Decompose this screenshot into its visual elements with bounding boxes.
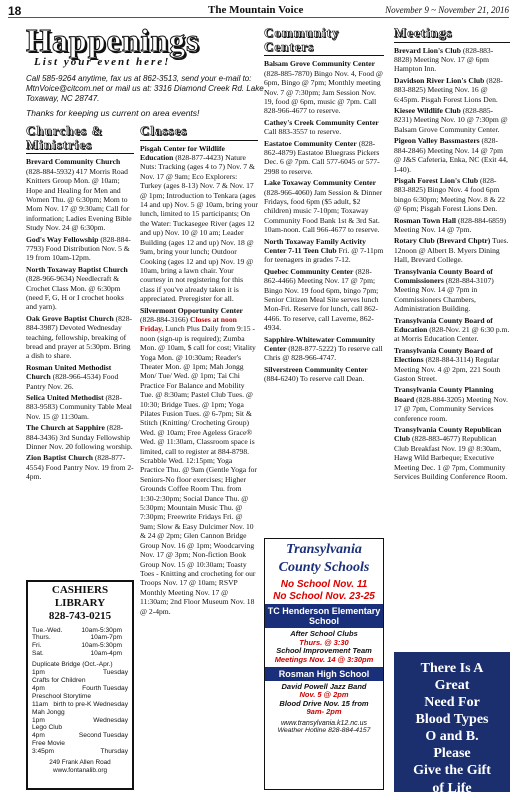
church-entry-text: (828-877-4554) Food Pantry Nov. 19 from 2-4pm. bbox=[26, 453, 134, 482]
meeting-entry-text: (828-883-4677) Republican Club Breakfast Nov. 19 @ 8:30am, Hawg Wild Barbeque; Executive Meeting Dec. 1 @ 7pm, Community Services Building Conference Room. bbox=[394, 434, 508, 482]
community-entry bbox=[264, 118, 384, 137]
meeting-entry-name: Transylvania County Board of Education bbox=[394, 315, 493, 335]
program-time: 1pm bbox=[32, 669, 45, 677]
meeting-entry bbox=[394, 346, 510, 384]
school-band-rosman: Rosman High School bbox=[265, 667, 383, 681]
meeting-entry-text: Tues. 12noon @ Albert B. Myers Dining Hall, Brevard College. bbox=[394, 236, 509, 265]
meetings-list bbox=[394, 46, 510, 482]
program-time: 4pm bbox=[32, 684, 45, 692]
library-hours-row bbox=[32, 650, 128, 658]
class-entry bbox=[140, 144, 258, 304]
class-entry-text: (828-884-3166) bbox=[140, 314, 189, 324]
blood-line-4: Blood Types bbox=[415, 712, 489, 728]
library-website[interactable]: www.fontanalib.org bbox=[53, 766, 107, 774]
hours-day: Sat. bbox=[32, 650, 44, 658]
program-time: 3:45pm bbox=[32, 748, 54, 756]
church-entry bbox=[26, 423, 134, 451]
community-entry-name: Lake Toxaway Community Center bbox=[264, 178, 377, 188]
library-address: 249 Frank Allen Road bbox=[49, 759, 111, 767]
class-entry-rest: Lunch Plus Daily from 9:15 -noon (sign-up is required); Zumba Mon. @ 10am, $ call for cost; Vitality Yoga Mon. @ 10:30am; Reader's Theater Mon. @ 1pm; Mah Jongg Mon/ Tue/ Wed. @ 1pm; Tai Chi Practice For Balance and Mobility Tue. @ 8:30am; Pastel Club Tues. @ 10:30; Bridge Tues. @ 1pm; Yoga Pilates Fusion Tues. @ 6-7pm; Sit & Stitch (Knitting/ Crocheting Group) Wed. @ 10am; Free Ageless Grace® Wed. @ 11:30am, Classroom space is limited, call to register at 884-8798. Scrabble Wed. 12:15pm; Yoga Practice Thu. @ 9am (Gentle Yoga for Seniors-No floor exercises; Higher Grounds Coffee Room Thu. from 1:30-2:30pm; Social Dance Thu. @ 5:30pm; Mountain Music Thu. @ 7:30pm; Freewrite Fridays Fri. @ 9am; Slow & Easy Dulcimer Nov. 10 & 24 @ 2pm; Glen Cannon Bridge Group Nov. 16 @ 1pm; Woodcarving Nov. 17 @ 3pm; Non-fiction Book Group Nov. 15 @ 10:30am; Toasty Toes - Knitting and crocheting for our Troops Nov. 17 @ 10am; RSVP Monthly Meeting Nov. 17 @ 11:30am; 2nd Floor Museum Nov. 18 @ 2-4pm. bbox=[140, 324, 257, 616]
class-entry bbox=[140, 306, 258, 616]
issue-date: November 9 ~ November 21, 2016 bbox=[385, 5, 509, 15]
program-row bbox=[32, 685, 128, 693]
meeting-entry-text: (828-Nov. 21 @ 6:30 p.m. at Morris Education Center. bbox=[394, 325, 510, 344]
transylvania-schools-box bbox=[264, 538, 384, 790]
meeting-entry-text: (828-884-3205) Meeting Nov. 17 @ 7pm, Community Services conference room. bbox=[394, 394, 508, 423]
community-entry-name: Quebec Community Center bbox=[264, 266, 354, 276]
meeting-entry-text: (828-885-8231) Meeting Nov. 10 @ 7:30pm @ Balsam Grove Community Center. bbox=[394, 106, 508, 134]
class-entry-name: Silvermont Opportunity Center bbox=[140, 305, 243, 315]
meeting-entry bbox=[394, 236, 510, 264]
church-entry bbox=[26, 453, 134, 481]
community-entry-name: Silverstreen Community Center bbox=[264, 364, 368, 374]
library-phone: 828-743-0215 bbox=[48, 610, 112, 623]
program-name: Mah Jongg bbox=[32, 708, 65, 716]
cashiers-library-box bbox=[26, 580, 134, 790]
community-entry-name: North Toxaway Family Activity Center 7-11 Teen Club bbox=[264, 236, 366, 255]
church-entry-name: Brevard Community Church bbox=[26, 157, 121, 167]
page-subtitle: List your event here! bbox=[34, 56, 171, 68]
church-entry bbox=[26, 393, 134, 421]
meeting-entry bbox=[394, 316, 510, 344]
church-entry bbox=[26, 363, 134, 391]
henderson-event-2: Thurs. @ 3:30 bbox=[299, 637, 349, 647]
rosman-event-4: 9am- 2pm bbox=[306, 707, 342, 717]
meeting-entry-name: Transylvania County Board of Commissioners bbox=[394, 266, 493, 285]
hours-day: Fri. bbox=[32, 642, 42, 650]
meeting-entry-text: (828-883-8828) Meeting Nov. 17 @ 6pm Hampton Inn. bbox=[394, 45, 494, 74]
library-programs bbox=[32, 661, 128, 756]
community-entry-text: (884-6240) To reserve call Dean. bbox=[264, 374, 365, 384]
meeting-entry bbox=[394, 46, 510, 74]
meeting-entry-name: Rosman Town Hall bbox=[394, 215, 457, 225]
classes-column bbox=[140, 124, 258, 794]
program-time: 4pm bbox=[32, 732, 45, 740]
classes-list bbox=[140, 144, 258, 616]
class-entry-closed: Closes at noon Friday. bbox=[140, 314, 237, 334]
hours-time: 10am-5:30pm bbox=[81, 626, 122, 634]
community-entry-text: (828-885-7870) Bingo Nov. 4, Food @ 6pm, Bingo @ 7pm; Monthly meeting Nov. 7 @ 7:30pm; Jam Session Nov. 19, food @ 6pm, music @ 7pm. Call 828-966-4677 to reserve. bbox=[264, 68, 383, 116]
church-entry-text: (828-966-9634) Needlecraft & Crochet Class Mon. @ 6:30pm (need F, G, H or I crochet hooks and yarn). bbox=[26, 274, 124, 312]
program-name: Preschool Storytime bbox=[32, 692, 91, 700]
intro-thanks: Thanks for keeping us current on area events! bbox=[26, 108, 200, 118]
church-entry-text: (828-883-9583) Community Table Meal Nov. 15 @ 11:30am. bbox=[26, 393, 132, 421]
community-entry-text: Fri. @ 7-11pm for teenagers in grades 7-12. bbox=[264, 246, 384, 265]
program-when: birth to pre-K Wednesday bbox=[53, 700, 128, 708]
program-row bbox=[32, 717, 128, 725]
classes-heading: Classes bbox=[140, 124, 258, 141]
paper-name: The Mountain Voice bbox=[208, 4, 304, 16]
church-entry-text: (828-884-3436) 3rd Sunday Fellowship Dinner Nov. 20 following worship. bbox=[26, 423, 133, 452]
intro-contact: Call 585-9264 anytime, fax us at 862-3513, send your e-mail to: MtnVoice@citcom.net or mail us at: 3316 Diamond Creek Rd. Lake Toxaway, NC 28747. bbox=[26, 74, 264, 103]
program-when: Fourth Tuesday bbox=[82, 684, 128, 692]
schools-website[interactable]: www.transylvania.k12.nc.us bbox=[281, 720, 367, 727]
meeting-entry-name: Pisgah Forest Lion's Club bbox=[394, 175, 479, 185]
no-school-1: No School Nov. 11 bbox=[280, 579, 368, 590]
meeting-entry-name: Transylvania County Republican Club bbox=[394, 425, 502, 444]
blood-drive-box bbox=[394, 652, 510, 796]
program-name: Duplicate Bridge (Oct.-Apr.) bbox=[32, 661, 113, 669]
meetings-column bbox=[394, 26, 510, 648]
meeting-entry-name: Kiesee Wildlife Club bbox=[394, 106, 461, 116]
community-entry-text: (828-862-4466) Meeting Nov. 17 @ 7pm; Bingo Nov. 19 food 6pm, bingo 7pm; Senior Citizen Meal Site serves lunch Mon-Fri. Reserve for lunch, call 862-4466. To reserve, call Laverne, 862-4934. bbox=[264, 266, 379, 333]
community-entry bbox=[264, 178, 384, 234]
program-when: Second Tuesday bbox=[78, 732, 128, 740]
community-entry-text: (828-877-5222) To reserve call Chris @ 828-966-4747. bbox=[264, 344, 383, 363]
meeting-entry-name: Brevard Lion's Club bbox=[394, 45, 461, 55]
school-band-henderson: TC Henderson Elementary School bbox=[265, 604, 383, 628]
program-name: Crafts for Children bbox=[32, 677, 86, 684]
meeting-entry-name: Pigeon Valley Bassmasters bbox=[394, 136, 480, 146]
no-school-2: No School Nov. 23-25 bbox=[273, 590, 375, 602]
meeting-entry bbox=[394, 106, 510, 134]
meeting-entry bbox=[394, 176, 510, 214]
schools-title-1: Transylvania bbox=[286, 542, 362, 557]
program-name: Lego Club bbox=[32, 724, 63, 732]
meeting-entry bbox=[394, 76, 510, 104]
community-heading: Community Centers bbox=[264, 26, 384, 56]
program-when: Tuesday bbox=[102, 669, 128, 677]
community-column bbox=[264, 26, 384, 534]
churches-column bbox=[26, 124, 134, 576]
program-time: 1pm bbox=[32, 716, 45, 724]
class-entry-name: Pisgah Center for Wildlife Education bbox=[140, 143, 225, 163]
meeting-entry-text: (828-883-8825) Meeting Nov. 16 @ 6:45pm. Pisgah Forest Lions Den. bbox=[394, 75, 503, 104]
meeting-entry-name: Davidson River Lion's Club bbox=[394, 75, 485, 85]
meeting-entry-name: Transylvania County Planning Board bbox=[394, 385, 494, 404]
hours-time: 10am-4pm bbox=[90, 650, 122, 658]
meeting-entry-text: (828-884-3114) Regular Meeting Nov. 4 @ 2pm, 221 South Gaston Street. bbox=[394, 355, 501, 384]
church-entry-text: (828-884-7793) Food Distribution Nov. 5 & 19 from 10am-12pm. bbox=[26, 234, 131, 263]
church-entry-name: Selica United Methodist bbox=[26, 393, 104, 403]
rosman-events bbox=[265, 683, 383, 718]
meetings-heading: Meetings bbox=[394, 26, 510, 43]
meeting-entry-text: (828-884-6859) Meeting Nov. 14 @ 7pm. bbox=[394, 215, 507, 234]
church-entry-name: Zion Baptist Church bbox=[26, 453, 93, 463]
program-row bbox=[32, 701, 128, 709]
community-entry bbox=[264, 237, 384, 265]
community-entry-name: Balsam Grove Community Center bbox=[264, 59, 376, 69]
library-hours bbox=[32, 627, 128, 659]
program-when: Thursday bbox=[100, 748, 128, 756]
church-entry-text: (828-966-4534) Food Pantry Nov. 26. bbox=[26, 372, 119, 391]
henderson-event-4: Meetings Nov. 14 @ 3:30pm bbox=[274, 654, 374, 664]
church-entry-name: The Church at Sapphire bbox=[26, 423, 105, 433]
weather-hotline: Weather Hotline 828-884-4157 bbox=[277, 727, 371, 734]
program-row bbox=[32, 669, 128, 677]
community-entry-name: Eastatoe Community Center bbox=[264, 138, 357, 148]
church-entry-name: North Toxaway Baptist Church bbox=[26, 264, 128, 274]
church-entry bbox=[26, 157, 134, 232]
program-row bbox=[32, 732, 128, 740]
hours-day: Thurs. bbox=[32, 634, 51, 642]
program-name: Free Movie bbox=[32, 740, 65, 748]
community-entry-name: Sapphire-Whitewater Community Center bbox=[264, 334, 375, 354]
church-entry-name: Rosman United Methodist Church bbox=[26, 362, 112, 382]
henderson-event-3: School Improvement Team bbox=[276, 646, 372, 656]
community-entry bbox=[264, 335, 384, 363]
library-title: CASHIERS LIBRARY bbox=[51, 584, 109, 610]
community-entry bbox=[264, 139, 384, 177]
meeting-entry-name: Transylvania County Board of Elections bbox=[394, 345, 493, 365]
intro-text bbox=[26, 74, 266, 123]
meeting-entry-text: (828-884-3107) Meeting Nov. 14 @ 7pm in Commissioners Chambers, Administration Building. bbox=[394, 275, 494, 314]
church-entry bbox=[26, 235, 134, 263]
community-entry bbox=[264, 267, 384, 333]
churches-heading: Churches & Ministries bbox=[26, 124, 134, 154]
church-entry bbox=[26, 265, 134, 312]
community-entry-text: Call 883-3557 to reserve. bbox=[264, 127, 342, 137]
rosman-event-2: Nov. 5 @ 2pm bbox=[299, 690, 349, 700]
meeting-entry-text: (828-884-2846) Meeting Nov. 14 @ 7pm @ J&S Cafeteria, Enka, NC (Exit 44, I-40). bbox=[394, 136, 508, 174]
program-time: 11am bbox=[32, 700, 49, 708]
blood-line-6: Please bbox=[433, 746, 471, 762]
community-entry bbox=[264, 59, 384, 115]
henderson-events bbox=[265, 630, 383, 665]
blood-line-1: There Is A bbox=[420, 661, 484, 676]
page-number: 18 bbox=[8, 4, 22, 18]
hours-time: 10am-7pm bbox=[90, 634, 122, 642]
blood-line-8: of Life bbox=[432, 780, 472, 796]
church-entry-name: God's Way Fellowship bbox=[26, 234, 99, 244]
meeting-entry-name: Rotary Club (Brevard Chptr) bbox=[394, 236, 491, 246]
churches-list bbox=[26, 157, 134, 481]
program-when: Wednesday bbox=[93, 716, 128, 724]
program-row bbox=[32, 748, 128, 756]
meeting-entry bbox=[394, 216, 510, 235]
page-title: Happenings bbox=[26, 22, 200, 58]
community-entry bbox=[264, 365, 384, 384]
meeting-entry bbox=[394, 136, 510, 174]
community-entry-name: Cathey's Creek Community Center bbox=[264, 117, 379, 127]
blood-line-7: Give the Gift bbox=[413, 763, 491, 779]
meeting-entry bbox=[394, 267, 510, 314]
blood-line-3: Need For bbox=[424, 695, 480, 711]
community-list bbox=[264, 59, 384, 383]
page-header bbox=[8, 4, 509, 18]
schools-title-2: County Schools bbox=[278, 560, 370, 575]
henderson-event-1: After School Clubs bbox=[290, 629, 358, 638]
church-entry-name: Oak Grove Baptist Church bbox=[26, 313, 114, 323]
library-hours-row bbox=[32, 642, 128, 650]
church-entry bbox=[26, 314, 134, 361]
library-hours-row bbox=[32, 634, 128, 642]
meeting-entry-text: (828-883-8825) Bingo Nov. 4 food 6pm bingo 6:30pm; Meeting Nov. 8 & 22 @ 6pm; Pisgah Forest Lions Den. bbox=[394, 175, 506, 214]
blood-line-2: Great bbox=[434, 678, 470, 694]
church-entry-text: (828-884-3987) Devoted Wednesday teaching, fellowship, breaking of bread and prayer at 5:30pm. Bring a dish to share. bbox=[26, 313, 133, 361]
community-entry-text: (828-966-4060) Jam Session & Dinner Fridays, food 6pm ($5 adult, $2 children) music 7-10pm; Toxaway Community Food Bank 1st & 3rd Sat. 10am-noon. Call 966-4677 to reserve. bbox=[264, 187, 383, 235]
rosman-event-3: Blood Drive Nov. 15 from bbox=[279, 698, 369, 708]
church-entry-text: (828-884-5932) 417 Morris Road Knitters Group Mon. @ 10am; Hope and Healing for Men and Women Thu. @ 6:30pm; Mom to Mom Nov. 17 @ 9:30am; Call for information; Ladies Evening Bible Study Nov. 24 @ 6:30pm. bbox=[26, 166, 132, 233]
hours-time: 10am-5:30pm bbox=[81, 642, 122, 650]
rosman-event-1: David Powell Jazz Band bbox=[281, 681, 367, 691]
blood-line-5: O and B. bbox=[425, 729, 479, 745]
class-entry-text: (828-877-4423) Nature Nuts: Tracking (ages 4 to 7) Nov. 7 & Nov. 17 @ 9am; Eco Explorers: Turkey (ages 8-13) Nov. 7 & Nov. 17 @ 1pm; Introduction to Tenkara (ages 14 and up) Nov. 5 @ 10am, bring your lunch, limited to 15 participants; On the Water: Tuckasegee River (ages 12 and up) Nov. 10 @ 10 am; Leader Building (ages 12 and up) Nov. 18 @ 9am, bring your lunch; Outdoor Cooking (ages 12 and up) Nov. 19 @ 10am, bring a lawn chair. Your courtesy in not registering for this class if you've already taken it is appreciated. Preregister for all. bbox=[140, 153, 258, 304]
meeting-entry bbox=[394, 385, 510, 423]
library-hours-row bbox=[32, 627, 128, 635]
meeting-entry bbox=[394, 425, 510, 481]
community-entry-text: (828-862-4879) Eastatoe Bluegrass Pickers Dec. 6 @ 7pm. Call 577-6045 or 577-2998 to reserve. bbox=[264, 138, 380, 176]
hours-day: Tue.-Wed. bbox=[32, 626, 63, 634]
